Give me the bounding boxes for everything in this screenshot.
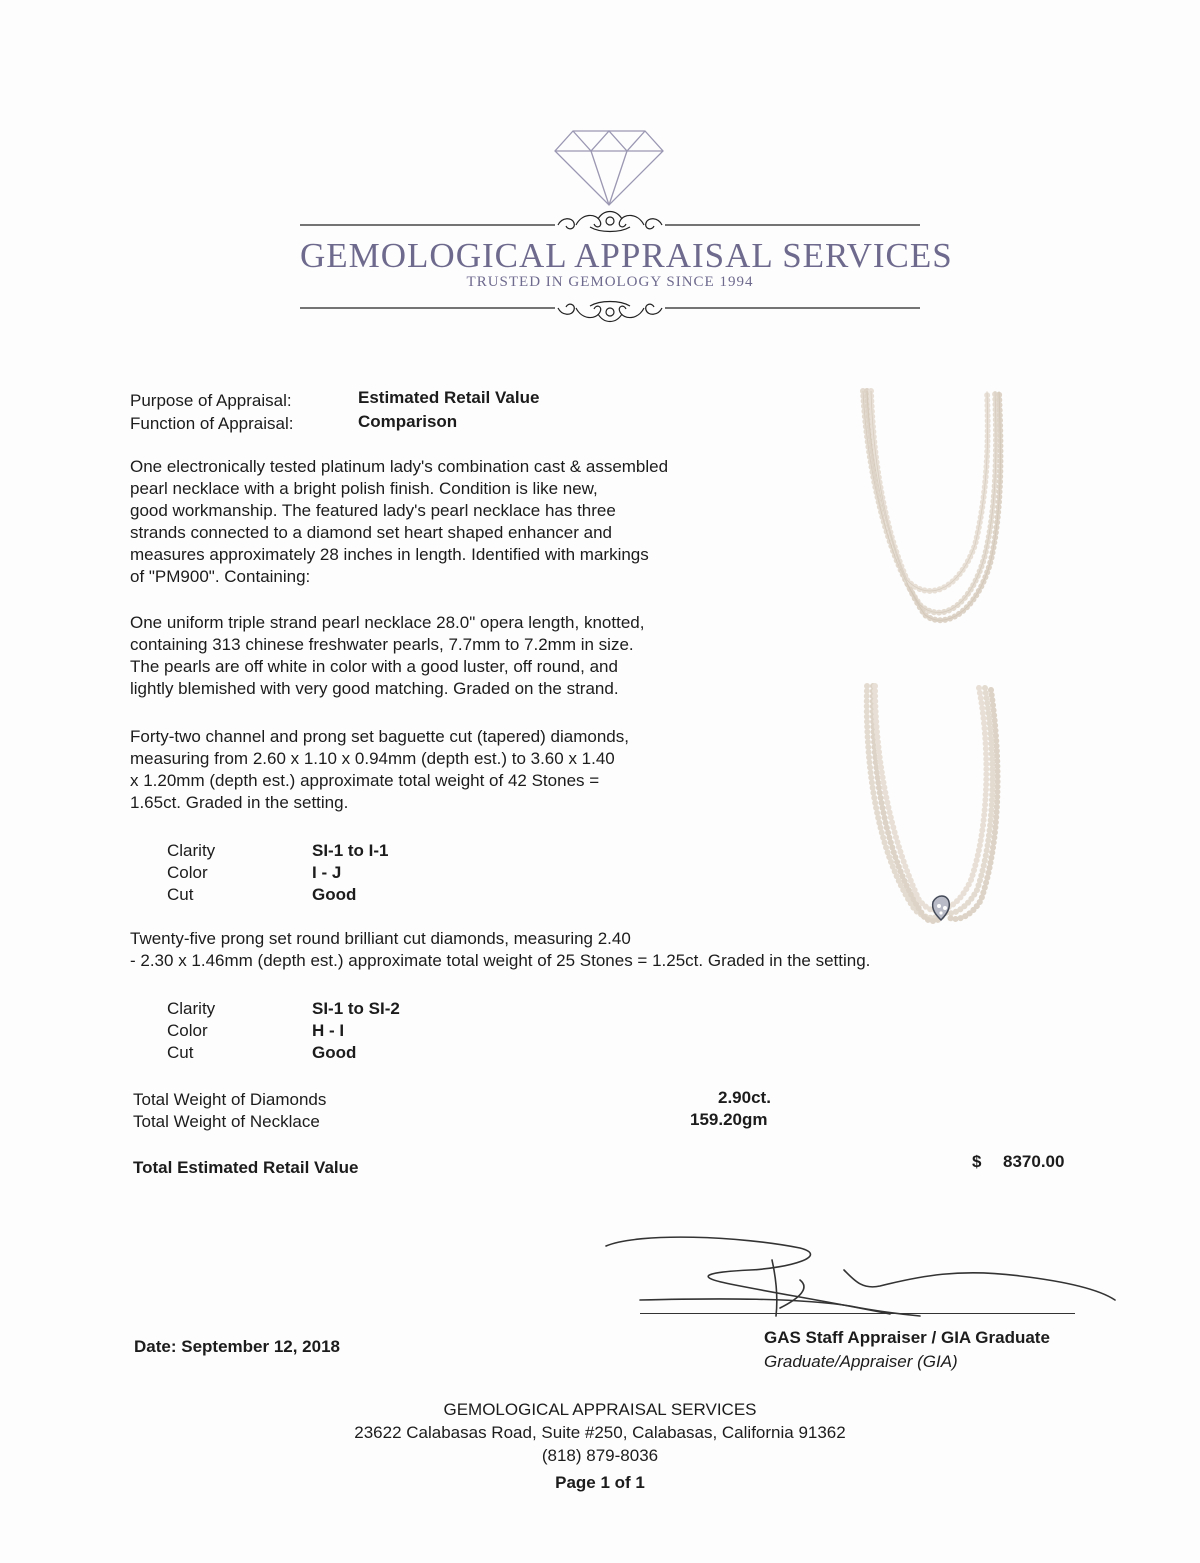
total-diamonds-label: Total Weight of Diamonds — [133, 1090, 327, 1109]
rounds-line: Twenty-five prong set round brilliant cut diamonds, measuring 2.40 — [130, 929, 631, 948]
spec-row-clarity — [167, 998, 467, 1020]
footer-company: GEMOLOGICAL APPRAISAL SERVICES — [443, 1400, 757, 1419]
baguettes-line: 1.65ct. Graded in the setting. — [130, 793, 349, 812]
brand-name: GEMOLOGICAL APPRAISAL SERVICES — [300, 236, 953, 275]
spec-row-clarity — [167, 840, 467, 862]
baguettes-line: x 1.20mm (depth est.) approximate total weight of 42 Stones = — [130, 771, 600, 790]
description-line: of "PM900". Containing: — [130, 567, 311, 586]
spec-label: Clarity — [167, 999, 216, 1018]
pearls-paragraph — [130, 612, 644, 700]
total-necklace-value: 159.20gm — [690, 1110, 768, 1129]
description-line: strands connected to a diamond set heart shaped enhancer and — [130, 523, 613, 542]
diamond-logo-icon — [553, 127, 665, 207]
top-ornament-divider — [300, 207, 920, 237]
spec-label: Cut — [167, 1043, 194, 1062]
spec-label: Color — [167, 863, 208, 882]
baguettes-line: measuring from 2.60 x 1.10 x 0.94mm (depth est.) to 3.60 x 1.40 — [130, 749, 615, 768]
rounds-spec-table — [167, 998, 467, 1064]
function-label: Function of Appraisal: — [130, 414, 294, 433]
footer-address: 23622 Calabasas Road, Suite #250, Calabasas, California 91362 — [354, 1423, 846, 1442]
spec-value: I - J — [312, 863, 342, 882]
necklace-photo-enhancer — [845, 680, 1010, 930]
rounds-paragraph — [130, 928, 870, 972]
baguettes-spec-table — [167, 840, 467, 906]
description-paragraph — [130, 456, 668, 588]
total-diamonds-value: 2.90ct. — [718, 1088, 771, 1107]
total-retail-label: Total Estimated Retail Value — [133, 1158, 359, 1177]
spec-row-color — [167, 862, 467, 884]
spec-label: Cut — [167, 885, 194, 904]
signature-line — [640, 1313, 1075, 1314]
spec-value: Good — [312, 885, 357, 904]
brand-tagline: TRUSTED IN GEMOLOGY SINCE 1994 — [466, 274, 754, 290]
spec-value: SI-1 to I-1 — [312, 841, 389, 860]
spec-value: H - I — [312, 1021, 345, 1040]
function-value: Comparison — [358, 412, 458, 431]
description-line: pearl necklace with a bright polish finish. Condition is like new, — [130, 479, 598, 498]
pearls-line: One uniform triple strand pearl necklace 28.0" opera length, knotted, — [130, 613, 645, 632]
spec-value: Good — [312, 1043, 357, 1062]
purpose-label: Purpose of Appraisal: — [130, 391, 292, 410]
spec-label: Clarity — [167, 841, 216, 860]
appraiser-subtitle: Graduate/Appraiser (GIA) — [764, 1352, 958, 1371]
spec-row-cut — [167, 884, 467, 906]
bottom-ornament-divider — [300, 296, 920, 326]
page-number: Page 1 of 1 — [555, 1473, 645, 1492]
rounds-line: - 2.30 x 1.46mm (depth est.) approximate total weight of 25 Stones = 1.25ct. Graded in the setting. — [130, 951, 871, 970]
spec-row-color — [167, 1020, 467, 1042]
total-retail-value: 8370.00 — [1003, 1152, 1065, 1171]
baguettes-line: Forty-two channel and prong set baguette cut (tapered) diamonds, — [130, 727, 629, 746]
pearls-line: lightly blemished with very good matching. Graded on the strand. — [130, 679, 619, 698]
spec-label: Color — [167, 1021, 208, 1040]
purpose-value: Estimated Retail Value — [358, 388, 540, 407]
appraisal-date: Date: September 12, 2018 — [134, 1337, 340, 1356]
pearls-line: containing 313 chinese freshwater pearls, 7.7mm to 7.2mm in size. — [130, 635, 634, 654]
pearls-line: The pearls are off white in color with a good luster, off round, and — [130, 657, 618, 676]
spec-row-cut — [167, 1042, 467, 1064]
description-line: One electronically tested platinum lady's combination cast & assembled — [130, 457, 669, 476]
baguettes-paragraph — [130, 726, 629, 814]
description-line: good workmanship. The featured lady's pearl necklace has three — [130, 501, 616, 520]
footer-phone: (818) 879-8036 — [541, 1446, 659, 1465]
total-necklace-label: Total Weight of Necklace — [133, 1112, 320, 1131]
necklace-photo-front — [845, 385, 1010, 630]
description-line: measures approximately 28 inches in length. Identified with markings — [130, 545, 649, 564]
appraiser-title: GAS Staff Appraiser / GIA Graduate — [764, 1328, 1050, 1347]
currency-symbol: $ — [972, 1152, 982, 1171]
spec-value: SI-1 to SI-2 — [312, 999, 400, 1018]
